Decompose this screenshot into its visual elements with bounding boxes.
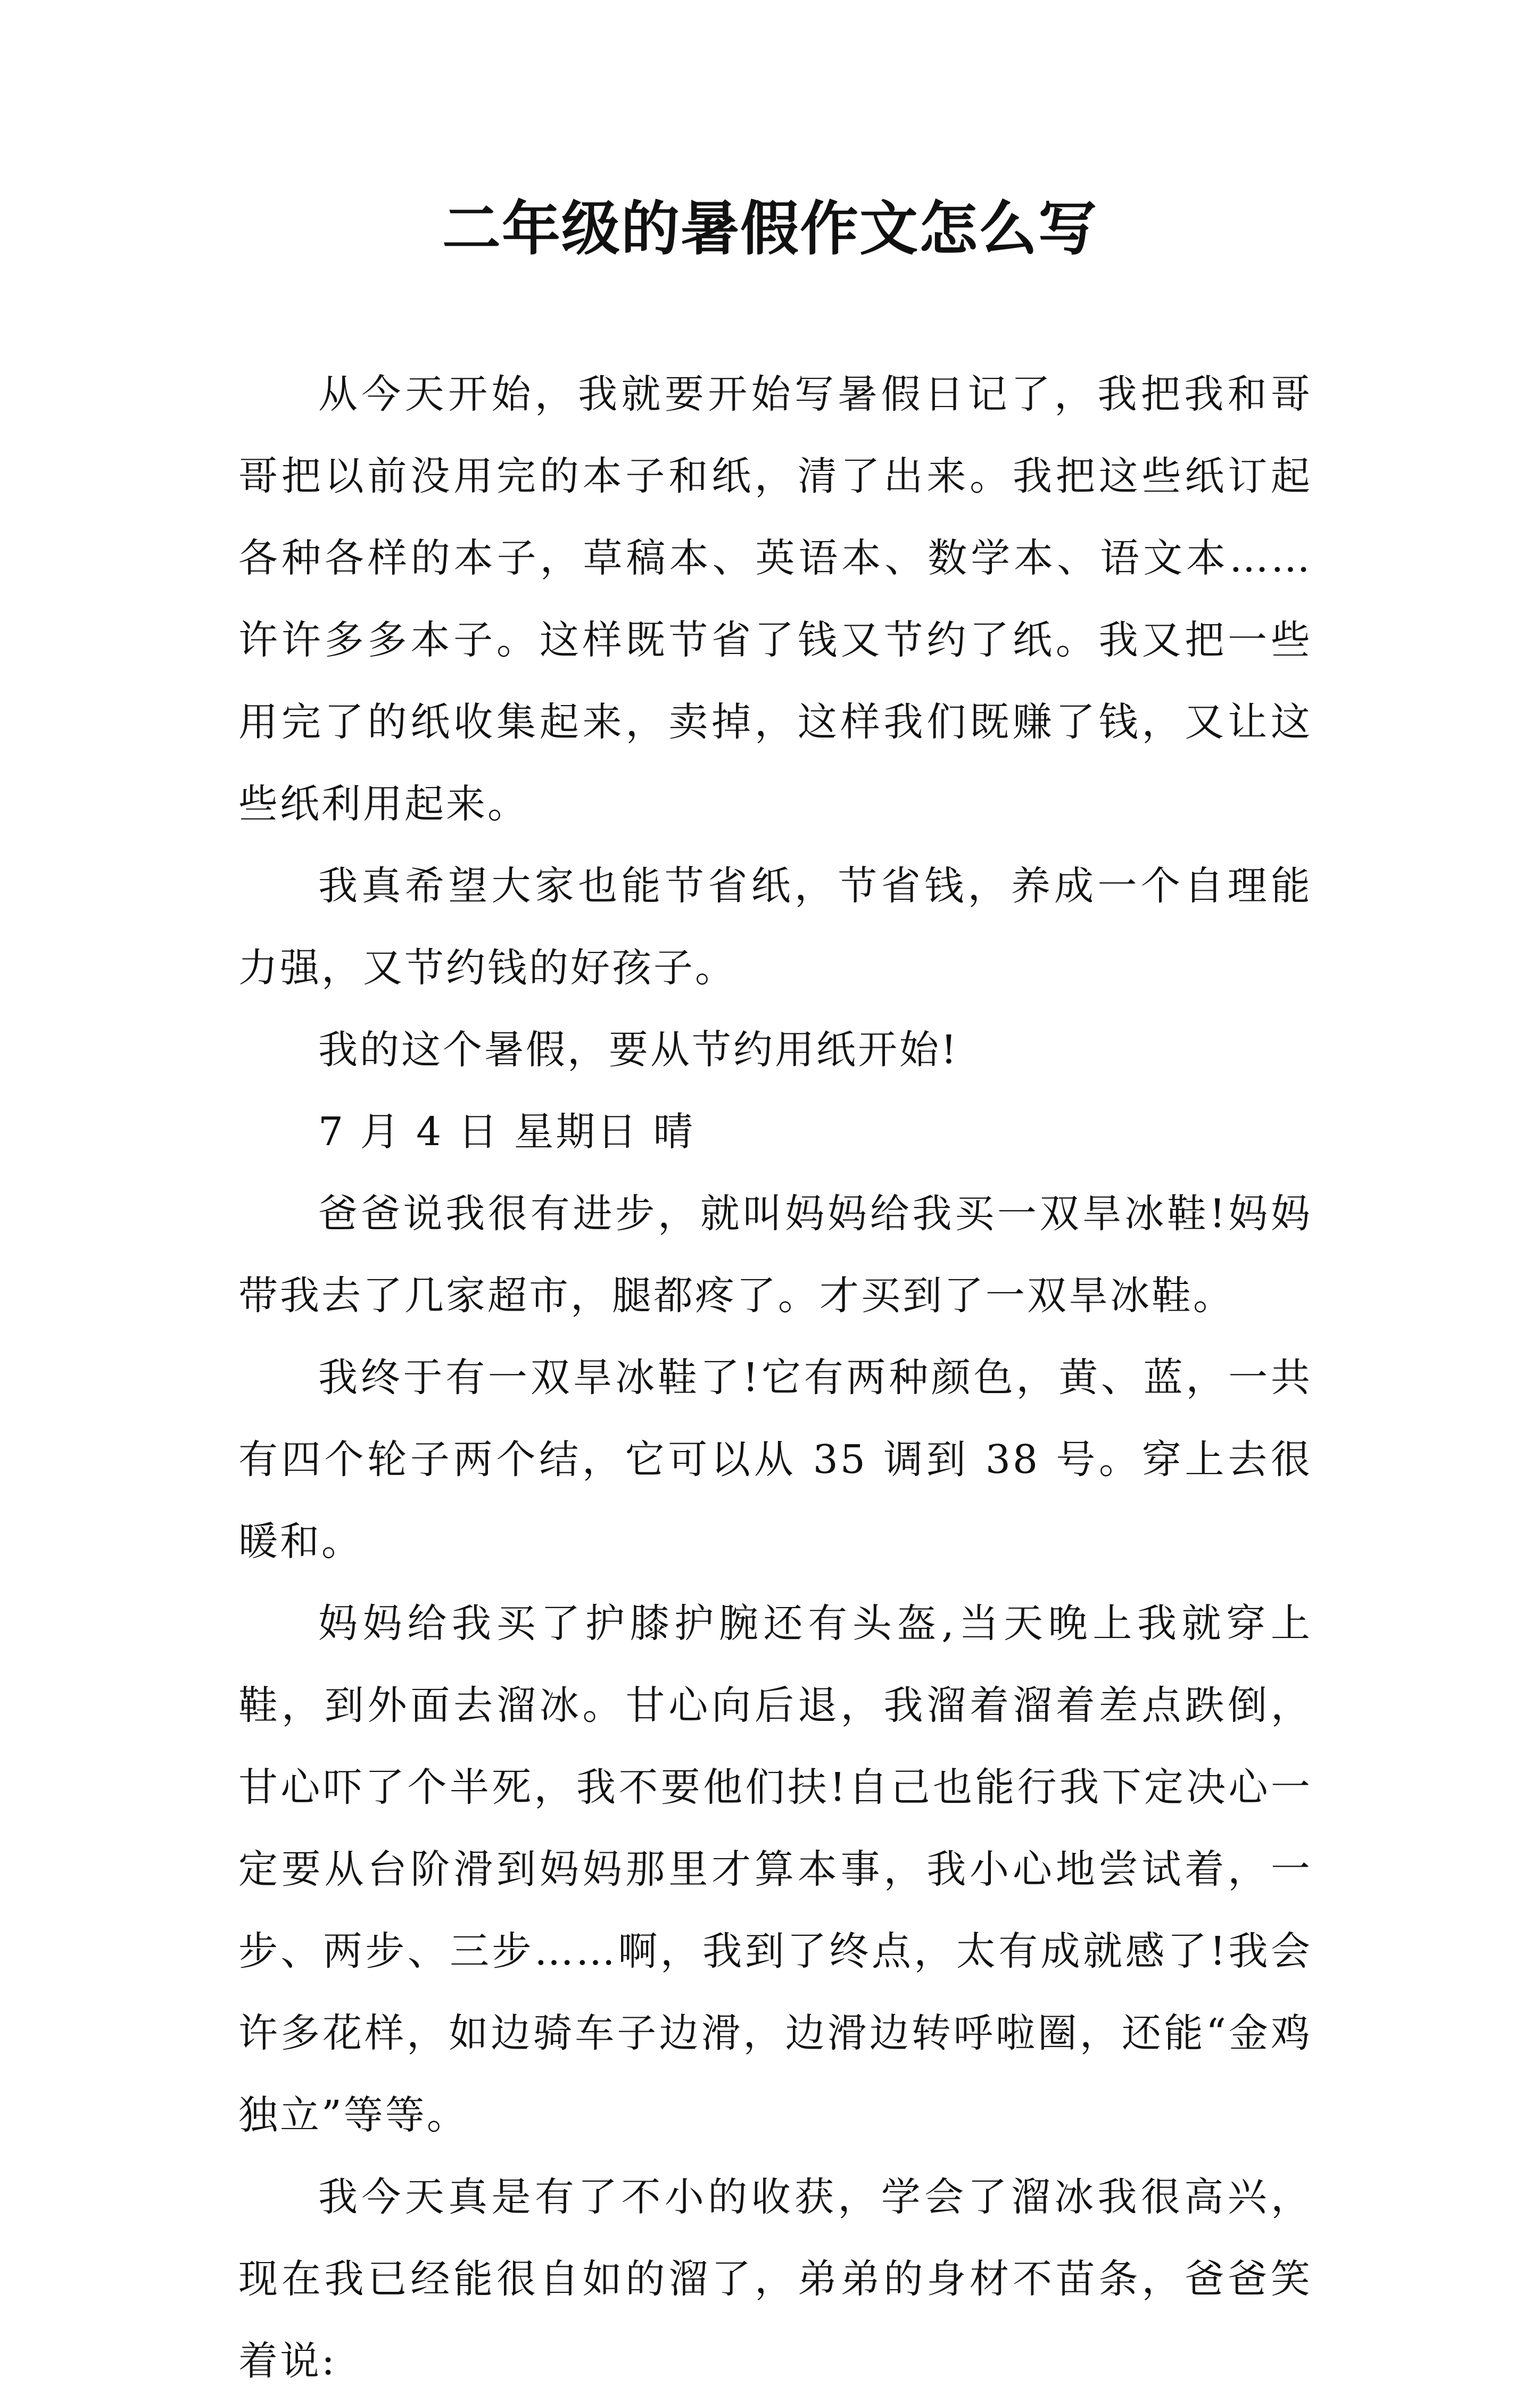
paragraph-7: 妈妈给我买了护膝护腕还有头盔,当天晚上我就穿上鞋，到外面去溜冰。甘心向后退，我溜着溜着差点跌倒，甘心吓了个半死，我不要他们扶!自己也能行我下定决心一定要从台阶滑到妈妈那里才算本事，我小心地尝试着，一步、两步、三步……啊，我到了终点，太有成就感了!我会许多花样，如边骑车子边滑，边滑边转呼啦圈，还能“金鸡独立”等等。 xyxy=(238,1601,1312,2138)
paragraph-5: 爸爸说我很有进步，就叫妈妈给我买一双旱冰鞋!妈妈带我去了几家超市，腿都疼了。才买到了一双旱冰鞋。 xyxy=(238,1191,1312,1319)
paragraph-8: 我今天真是有了不小的收获，学会了溜冰我很高兴，现在我已经能很自如的溜了，弟弟的身材不苗条，爸爸笑着说: xyxy=(238,2174,1312,2384)
document-title: 二年级的暑假作文怎么写 xyxy=(442,194,1098,263)
diary-date-line: 7 月 4 日 星期日 晴 xyxy=(318,1109,695,1155)
paragraph-3: 我的这个暑假，要从节约用纸开始! xyxy=(318,1027,959,1073)
paragraph-1: 从今天开始，我就要开始写暑假日记了，我把我和哥哥把以前没用完的本子和纸，清了出来。我把这些纸订起各种各样的本子，草稿本、英语本、数学本、语文本……许许多多本子。这样既节省了钱又节约了纸。我又把一些用完了的纸收集起来，卖掉，这样我们既赚了钱，又让这些纸利用起来。 xyxy=(238,371,1312,827)
paragraph-2: 我真希望大家也能节省纸，节省钱，养成一个自理能力强，又节约钱的好孩子。 xyxy=(238,863,1312,991)
document-body xyxy=(238,353,1312,2402)
paragraph-6: 我终于有一双旱冰鞋了!它有两种颜色，黄、蓝，一共有四个轮子两个结，它可以从 35 调到 38 号。穿上去很暖和。 xyxy=(238,1355,1312,1564)
